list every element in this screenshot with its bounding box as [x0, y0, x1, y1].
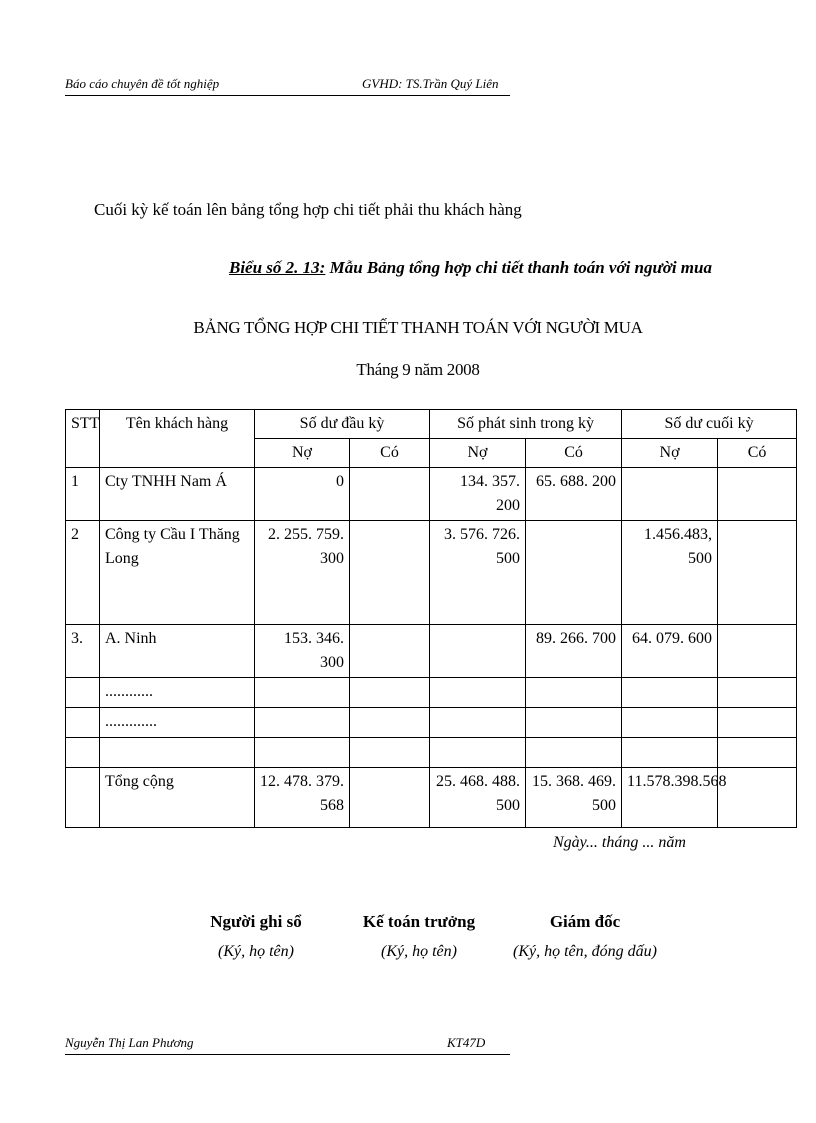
footer-right: KT47D: [447, 1035, 486, 1050]
date-line: Ngày... tháng ... năm: [553, 834, 686, 851]
table-row: [66, 738, 797, 768]
cell-open-debit: [255, 678, 350, 708]
table-row: [66, 521, 797, 625]
col-opening-debit: Nợ: [255, 439, 350, 468]
cell-open-credit: [350, 678, 430, 708]
cell-name: .............: [100, 708, 255, 738]
cell-open-debit: 2. 255. 759. 300: [255, 521, 350, 625]
col-stt: STT: [66, 410, 100, 468]
header-right: GVHD: TS.Trần Quý Liên: [362, 76, 499, 91]
cell-during-credit: [526, 738, 622, 768]
cell-during-credit: 89. 266. 700: [526, 625, 622, 678]
col-during-credit: Có: [526, 439, 622, 468]
summary-table: [65, 409, 797, 828]
col-closing: Số dư cuối kỳ: [622, 410, 797, 439]
col-closing-credit: Có: [718, 439, 797, 468]
cell-stt: [66, 708, 100, 738]
cell-close-credit: [718, 678, 797, 708]
col-opening: Số dư đầu kỳ: [255, 410, 430, 439]
col-during: Số phát sinh trong kỳ: [430, 410, 622, 439]
cell-name: [100, 738, 255, 768]
intro-text: Cuối kỳ kế toán lên bảng tổng hợp chi tiết phải thu khách hàng: [94, 200, 522, 219]
cell-total-open-credit: [350, 768, 430, 828]
cell-open-debit: 153. 346. 300: [255, 625, 350, 678]
cell-total-during-debit: 25. 468. 488. 500: [430, 768, 526, 828]
table-row: [66, 468, 797, 521]
header-left: Báo cáo chuyên đề tốt nghiệp: [65, 76, 220, 91]
cell-close-debit: 1.456.483, 500: [622, 521, 718, 625]
cell-total-close-credit: [718, 768, 797, 828]
cell-open-credit: [350, 468, 430, 521]
cell-close-debit: [622, 708, 718, 738]
col-during-debit: Nợ: [430, 439, 526, 468]
signature-chief-accountant-title: Kế toán trưởng: [362, 912, 476, 931]
cell-total-during-credit: 15. 368. 469. 500: [526, 768, 622, 828]
cell-close-debit: 64. 079. 600: [622, 625, 718, 678]
footer-rule: [65, 1054, 510, 1055]
period: Tháng 9 năm 2008: [356, 360, 480, 379]
cell-stt: [66, 738, 100, 768]
cell-during-debit: 134. 357. 200: [430, 468, 526, 521]
cell-during-credit: 65. 688. 200: [526, 468, 622, 521]
cell-total-label: Tổng cộng: [100, 768, 255, 828]
cell-open-debit: [255, 738, 350, 768]
cell-during-credit: [526, 678, 622, 708]
cell-close-debit: [622, 468, 718, 521]
cell-open-credit: [350, 625, 430, 678]
cell-stt: [66, 768, 100, 828]
cell-name: Cty TNHH Nam Á: [100, 468, 255, 521]
signature-recorder-title: Người ghi sổ: [210, 912, 302, 931]
col-name: Tên khách hàng: [100, 410, 255, 468]
col-closing-debit: Nợ: [622, 439, 718, 468]
cell-stt: 2: [66, 521, 100, 625]
cell-stt: 1: [66, 468, 100, 521]
cell-name: Công ty Cầu I Thăng Long: [100, 521, 255, 625]
cell-close-credit: [718, 708, 797, 738]
cell-during-debit: [430, 738, 526, 768]
form-caption: [229, 258, 712, 278]
table-row: [66, 708, 797, 738]
col-opening-credit: Có: [350, 439, 430, 468]
cell-close-credit: [718, 625, 797, 678]
cell-during-credit: [526, 708, 622, 738]
cell-during-debit: 3. 576. 726. 500: [430, 521, 526, 625]
table-row: [66, 625, 797, 678]
form-title: Mẫu Bảng tổng hợp chi tiết thanh toán với người mua: [325, 258, 712, 277]
cell-open-debit: [255, 708, 350, 738]
total-row: [66, 768, 797, 828]
cell-during-credit: [526, 521, 622, 625]
cell-during-debit: [430, 708, 526, 738]
cell-open-credit: [350, 738, 430, 768]
cell-open-credit: [350, 521, 430, 625]
cell-total-close-debit: 11.578.398.568: [622, 768, 718, 828]
cell-name: A. Ninh: [100, 625, 255, 678]
cell-close-debit: [622, 678, 718, 708]
signature-director-title: Giám đốc: [549, 912, 621, 931]
header-row-1: [66, 410, 797, 439]
header-rule: [65, 95, 510, 96]
footer-left: Nguyễn Thị Lan Phương: [65, 1035, 194, 1050]
signature-recorder-note: (Ký, họ tên): [218, 943, 294, 960]
form-number: Biểu số 2. 13:: [229, 258, 326, 277]
signature-chief-accountant-note: (Ký, họ tên): [381, 943, 457, 960]
cell-open-debit: 0: [255, 468, 350, 521]
table-title: BẢNG TỔNG HỢP CHI TIẾT THANH TOÁN VỚI NGƯỜI MUA: [193, 318, 643, 337]
cell-close-credit: [718, 521, 797, 625]
cell-open-credit: [350, 708, 430, 738]
cell-total-open-debit: 12. 478. 379. 568: [255, 768, 350, 828]
cell-close-credit: [718, 738, 797, 768]
table-row: [66, 678, 797, 708]
cell-during-debit: [430, 678, 526, 708]
cell-during-debit: [430, 625, 526, 678]
cell-close-debit: [622, 738, 718, 768]
cell-stt: 3.: [66, 625, 100, 678]
cell-close-credit: [718, 468, 797, 521]
cell-stt: [66, 678, 100, 708]
signature-director-note: (Ký, họ tên, đóng dấu): [513, 943, 657, 960]
cell-name: ............: [100, 678, 255, 708]
